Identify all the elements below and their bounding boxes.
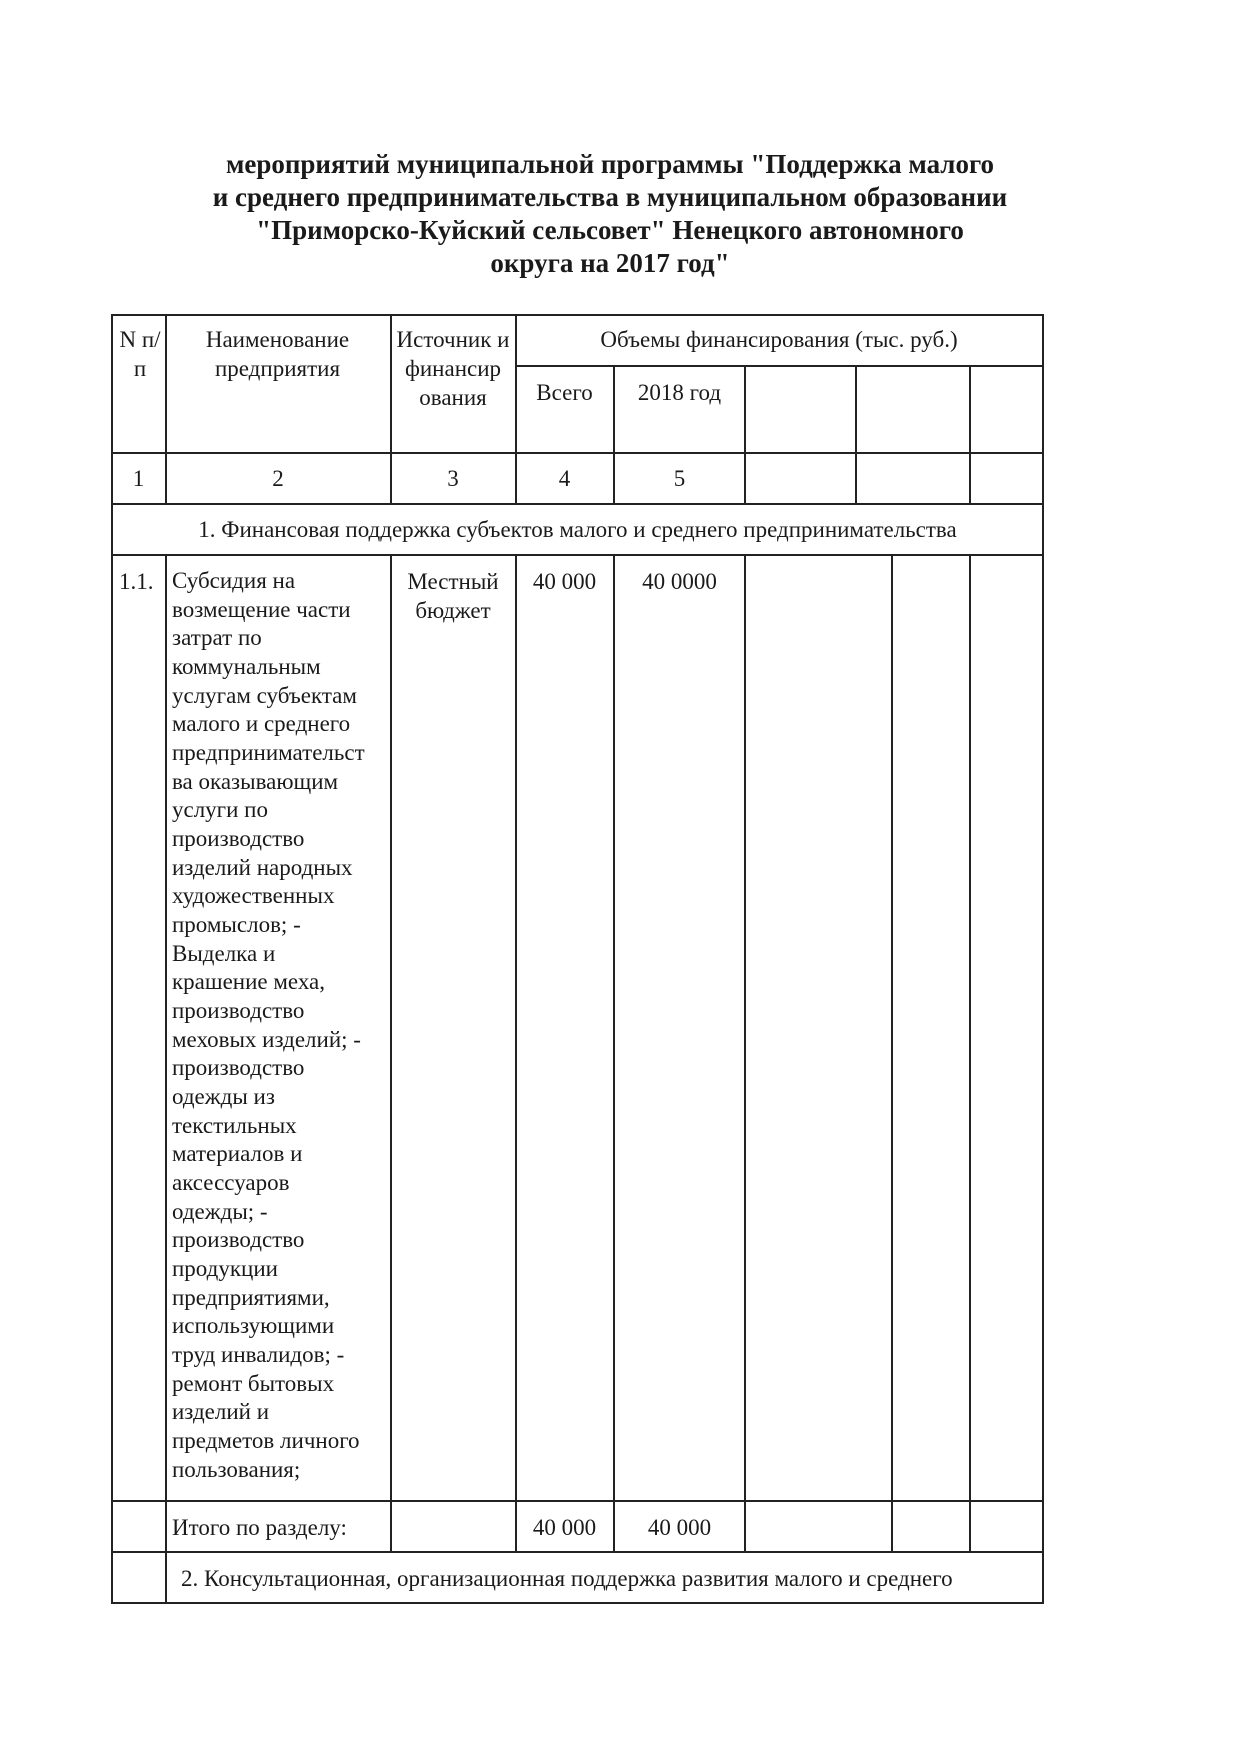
col-number: 1 <box>132 466 145 491</box>
table-rule <box>111 1551 1044 1553</box>
description-line: меховых изделий; - <box>172 1026 361 1052</box>
description-line: услуги по <box>172 797 268 823</box>
description-line: крашение меха, <box>172 969 325 995</box>
header-name: Наименование предприятия <box>205 327 350 381</box>
table-rule <box>111 503 1044 505</box>
description-line: предприятиями, <box>172 1284 330 1310</box>
table-border-bottom <box>111 1602 1044 1604</box>
col-number: 3 <box>447 466 459 491</box>
description-line: одежды; - <box>172 1198 268 1224</box>
table-col-rule <box>390 554 392 1552</box>
table-col-rule <box>613 554 615 1552</box>
description-line: предметов личного <box>172 1428 360 1454</box>
description-line: производство <box>172 998 305 1024</box>
col-number: 4 <box>558 466 571 491</box>
table-rule <box>111 452 1044 454</box>
description-line: малого и среднего <box>172 711 351 737</box>
subtotal-total: 40 000 <box>532 1515 597 1540</box>
title-line: округа на 2017 год" <box>490 248 730 278</box>
description-line: труд инвалидов; - <box>172 1342 345 1368</box>
col-number: 2 <box>272 466 284 491</box>
table-rule <box>111 554 1044 556</box>
description-line: изделий и <box>172 1399 270 1425</box>
table-col-rule <box>855 365 857 504</box>
row-1-1-total: 40 000 <box>532 569 597 594</box>
section-2-title: 2. Консультационная, организационная поддержка развития малого и среднего <box>181 1566 953 1591</box>
table-col-rule <box>165 554 167 1604</box>
title-line: "Приморско-Куйский сельсовет" Ненецкого автономного <box>256 215 964 245</box>
table-col-rule <box>969 554 971 1552</box>
section-1-title: 1. Финансовая поддержка субъектов малого и среднего предпринимательства <box>198 517 957 542</box>
description-line: ва оказывающим <box>172 768 339 794</box>
subtotal-year: 40 000 <box>647 1515 712 1540</box>
header-year: 2018 год <box>637 380 722 405</box>
header-total: Всего <box>536 380 593 405</box>
row-1-1-num: 1.1. <box>119 569 154 594</box>
description-line: предпринимательст <box>172 740 365 766</box>
table-border-right <box>1042 314 1044 1604</box>
description-line: материалов и <box>172 1141 303 1167</box>
table-border-top <box>111 314 1044 316</box>
document-title <box>180 148 1040 280</box>
description-line: аксессуаров <box>172 1170 290 1196</box>
table-col-rule <box>744 554 746 1552</box>
row-1-1-description <box>172 567 365 1485</box>
description-line: возмещение части <box>172 596 351 622</box>
table-rule <box>111 1500 1044 1502</box>
description-line: Выделка и <box>172 940 276 966</box>
row-1-1-source: Местный бюджет <box>407 569 499 623</box>
description-line: услугам субъектам <box>172 682 357 708</box>
description-line: производство <box>172 1227 305 1253</box>
description-line: одежды из <box>172 1084 275 1110</box>
description-line: использующими <box>172 1313 335 1339</box>
table-col-rule <box>515 554 517 1552</box>
description-line: художественных <box>172 883 335 909</box>
description-line: промыслов; - <box>172 912 301 938</box>
title-line: мероприятий муниципальной программы "Поддержка малого <box>225 149 995 179</box>
description-line: производство <box>172 1055 305 1081</box>
subtotal-label: Итого по разделу: <box>172 1515 347 1540</box>
col-number: 5 <box>673 466 686 491</box>
header-num: N п/п <box>119 327 161 381</box>
table-col-rule <box>891 554 893 1552</box>
description-line: текстильных <box>172 1112 297 1138</box>
table-border-left <box>111 314 113 1604</box>
description-line: Субсидия на <box>172 568 296 593</box>
description-line: продукции <box>172 1256 278 1282</box>
description-line: затрат по <box>172 625 262 651</box>
description-line: ремонт бытовых <box>172 1370 335 1396</box>
description-line: пользования; <box>172 1456 301 1482</box>
header-source: Источник и финансир ования <box>396 327 510 410</box>
description-line: коммунальным <box>172 654 321 680</box>
description-line: изделий народных <box>172 854 353 880</box>
title-line: и среднего предпринимательства в муниципальном образовании <box>212 182 1008 212</box>
header-volumes: Объемы финансирования (тыс. руб.) <box>600 327 958 352</box>
table-col-rule <box>969 365 971 504</box>
table-rule <box>516 365 1044 367</box>
row-1-1-year: 40 0000 <box>642 569 717 594</box>
description-line: производство <box>172 826 305 852</box>
